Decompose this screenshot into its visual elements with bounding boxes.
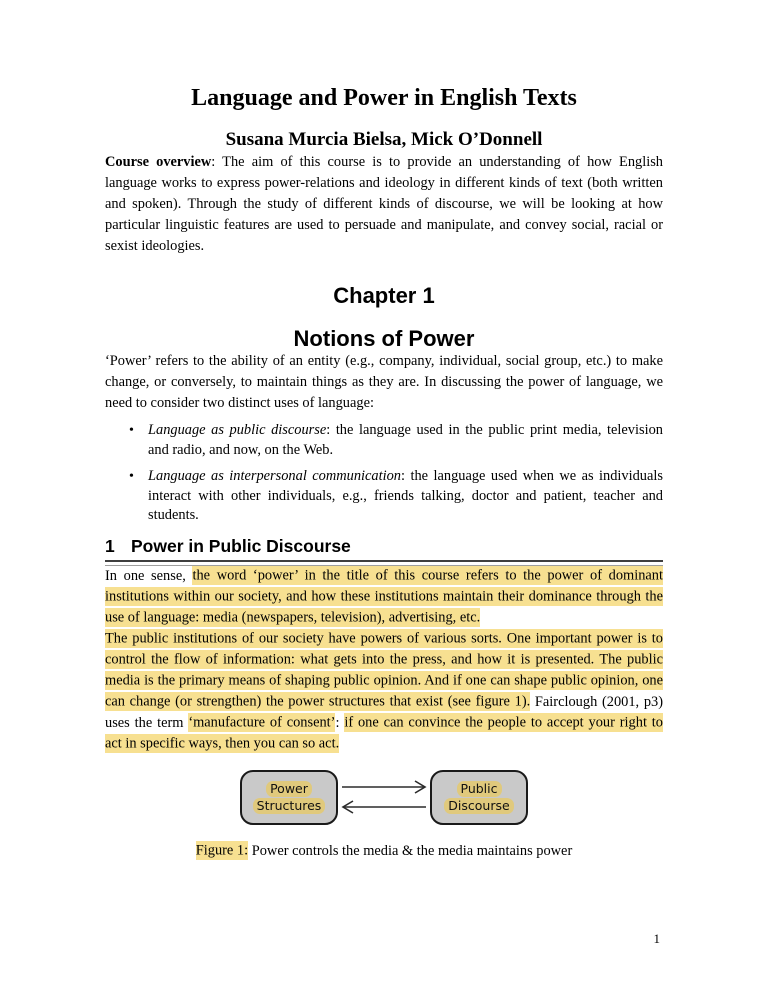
bullet-term: Language as interpersonal communication	[148, 468, 401, 484]
box-label-line: Discourse	[444, 798, 513, 814]
course-overview-label: Course overview	[105, 154, 212, 170]
list-item-public-discourse	[148, 421, 663, 460]
highlighted-text: The public institutions of our society have powers of various sorts. One important power is to control the flow of information: what gets into the press, and how it is presented. The public media is the primary means of shaping public opinion. And if one can shape public opinion, one can change (or strengthen) the power structures that exist (see figure 1).	[105, 630, 663, 710]
chapter-subheading: Notions of Power	[293, 326, 475, 351]
figure-caption-label: Figure 1:	[195, 842, 249, 859]
bullet-text: : the language used when we as individuals interact with other individuals, e.g., friends talking, doctor and patient, teacher and students.	[148, 468, 663, 523]
course-overview-text: : The aim of this course is to provide an understanding of how English language works to express power-relations and ideology in different kinds of text (both written and spoken). Through the study of different kinds of discourse, we will be looking at how particular linguistic features are used to persuade and manipulate, and convey social, racial or sexist ideologies.	[105, 154, 663, 254]
box-label-line: Power	[266, 781, 312, 797]
box-label-line: Structures	[253, 798, 326, 814]
document-title: Language and Power in English Texts	[191, 85, 577, 111]
section-number: 1	[105, 535, 115, 556]
section-title: Power in Public Discourse	[131, 535, 351, 556]
document-authors: Susana Murcia Bielsa, Mick O’Donnell	[225, 129, 543, 150]
list-item-interpersonal	[148, 467, 663, 526]
plain-text: In one sense,	[105, 567, 193, 584]
figure-arrows	[338, 774, 430, 820]
highlighted-text: the word ‘power’ in the title of this course refers to the power of dominant institutions within our society, and how these institutions maintain their dominance through the use of language: media (newspapers, television), advertising, etc.	[105, 567, 663, 626]
bullet-term: Language as public discourse	[148, 422, 327, 438]
figure-1	[105, 770, 663, 825]
box-label-line: Public	[457, 781, 502, 797]
intro-paragraph: ‘Power’ refers to the ability of an entity (e.g., company, individual, social group, etc.) to make change, or conversely, to maintain things as they are. In discussing the power of language, we need to consider two distinct uses of language:	[105, 353, 663, 411]
double-arrow-icon	[338, 774, 430, 820]
figure-caption	[105, 841, 663, 861]
course-overview-paragraph	[105, 152, 663, 257]
page-number: 1	[653, 931, 660, 946]
public-discourse-box	[430, 770, 528, 825]
section-heading	[105, 536, 663, 557]
power-structures-box	[240, 770, 338, 825]
bullet-text: : the language used in the public print media, television and radio, and now, on the Web.	[148, 422, 663, 458]
language-uses-list	[105, 421, 663, 526]
plain-text: :	[335, 714, 345, 731]
paragraph-one-sense	[105, 566, 663, 629]
highlighted-text: ‘manufacture of consent’	[188, 714, 336, 731]
plain-text: Fairclough (2001, p3) uses the term	[105, 693, 663, 731]
highlighted-text: if one can convince the people to accept your right to act in specific ways, then you can so act.	[105, 714, 663, 752]
paragraph-public-institutions	[105, 629, 663, 755]
chapter-heading: Chapter 1	[333, 283, 435, 308]
figure-caption-text: Power controls the media & the media maintains power	[248, 842, 573, 859]
